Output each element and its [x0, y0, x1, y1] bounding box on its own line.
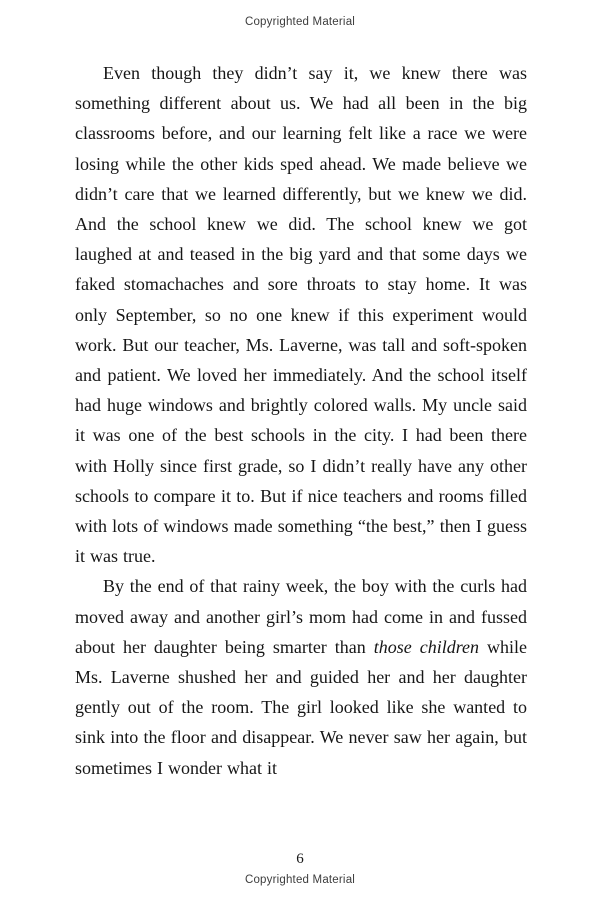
- paragraph-2-text-lead: By the end of that rainy week, the boy with the curls had moved away and another girl’s mom had come in and fussed about her daughter being smarter than: [75, 576, 527, 657]
- copyright-notice-bottom: Copyrighted Material: [244, 874, 356, 886]
- paragraph-2-italic-phrase: those children: [373, 636, 480, 657]
- paragraph-2-text-tail: while Ms. Laverne shushed her and guided her and her daughter gently out of the room. The girl looked like she wanted to sink into the floor and disappear. We never saw her again, but sometimes I wonder what it: [75, 636, 528, 778]
- page-number: 6: [296, 851, 304, 867]
- paragraph-2: [75, 571, 527, 782]
- paragraph-1-text: Even though they didn’t say it, we knew there was something different about us. We had all been in the big classrooms before, and our learning felt like a race we were losing while the other kids sped ahead. We made believe we didn’t care that we learned differently, but we knew we did. And the school knew we did. The school knew we got laughed at and teased in the big yard and that some days we faked stomachaches and sore throats to stay home. It was only September, so no one knew if this experiment would work. But our teacher, Ms. Laverne, was tall and soft-spoken and patient. We loved her immediately. And the school itself had huge windows and brightly colored walls. My uncle said it was one of the best schools in the city. I had been there with Holly since first grade, so I didn’t really have any other schools to compare it to. But if nice teachers and rooms filled with lots of windows made something “the best,” then I guess it was true.: [75, 63, 527, 567]
- copyright-notice-top: Copyrighted Material: [244, 16, 356, 28]
- page-text-block: [75, 58, 527, 783]
- page-footer: [0, 851, 600, 868]
- paragraph-1: [75, 58, 527, 571]
